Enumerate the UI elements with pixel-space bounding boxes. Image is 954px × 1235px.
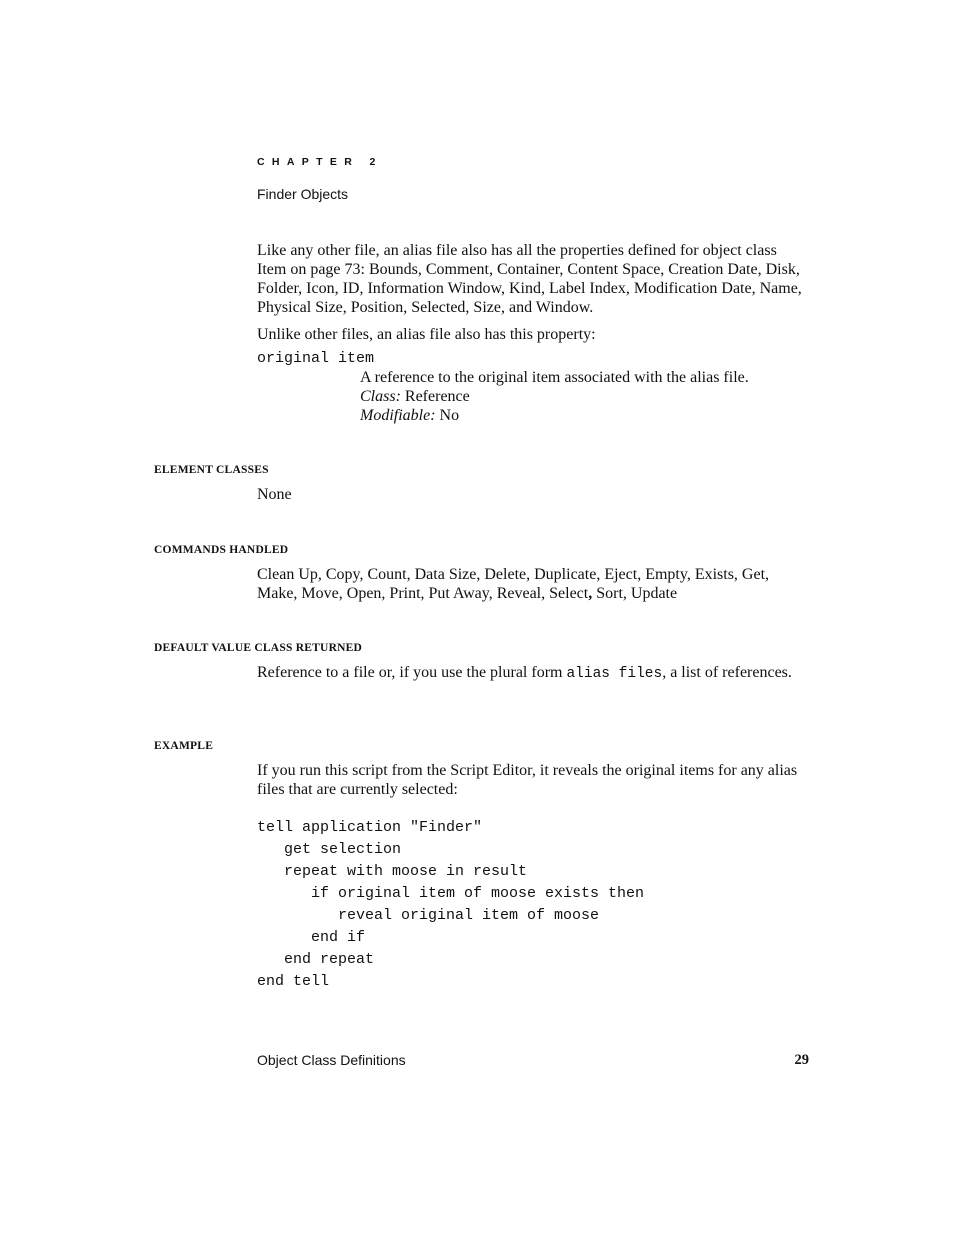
- property-class-value: Reference: [404, 388, 470, 405]
- default-value-heading: DEFAULT VALUE CLASS RETURNED: [154, 642, 363, 654]
- default-value-part-2: , a list of references.: [662, 664, 792, 681]
- intro-paragraph-1: Like any other file, an alias file also has all the properties defined for object class Item on page 73: Bounds, Comment, Container, Content Space, Creation Date, Disk, Folder, Icon, ID, Information Window, Kind, Label Index, Modification Date, Name, Physical Size, Position, Selected, Size, and Window.: [257, 242, 802, 316]
- chapter-label: CHAPTER 2: [257, 156, 383, 168]
- commands-handled-heading: COMMANDS HANDLED: [154, 544, 289, 556]
- code-line: tell application "Finder": [257, 819, 483, 836]
- commands-handled-body: [257, 565, 807, 603]
- code-line: if original item of moose exists then: [257, 885, 645, 902]
- default-value-body: [257, 663, 807, 684]
- code-line: end if: [257, 929, 366, 946]
- chapter-title: Finder Objects: [257, 186, 349, 202]
- code-block: [257, 817, 644, 993]
- default-value-code: alias files: [566, 666, 663, 682]
- property-description: A reference to the original item associated with the alias file.: [360, 369, 749, 386]
- code-line: repeat with moose in result: [257, 863, 528, 880]
- commands-part-2: Sort, Update: [592, 585, 678, 602]
- property-modifiable-value: No: [439, 407, 460, 424]
- commands-part-1: Clean Up, Copy, Count, Data Size, Delete, Duplicate, Eject, Empty, Exists, Get, Make, Move, Open, Print, Put Away, Reveal, Select: [257, 566, 770, 602]
- code-line: end repeat: [257, 951, 375, 968]
- property-modifiable-label: Modifiable:: [360, 407, 436, 424]
- footer-section-title: Object Class Definitions: [257, 1052, 406, 1068]
- intro-paragraph-2: Unlike other files, an alias file also has this property:: [257, 326, 596, 343]
- page-number: 29: [794, 1052, 809, 1068]
- commands-bold-comma: ,: [588, 585, 593, 602]
- property-class-line: [360, 387, 810, 406]
- code-line: end tell: [257, 973, 330, 990]
- example-body: If you run this script from the Script Editor, it reveals the original items for any alias files that are currently selected:: [257, 762, 798, 798]
- default-value-part-1: Reference to a file or, if you use the plural form: [257, 664, 567, 681]
- property-class-label: Class:: [360, 388, 401, 405]
- example-heading: EXAMPLE: [154, 740, 214, 752]
- element-classes-heading: ELEMENT CLASSES: [154, 464, 269, 476]
- property-description-block: [360, 368, 810, 425]
- code-line: reveal original item of moose: [257, 907, 600, 924]
- element-classes-body: None: [257, 486, 292, 503]
- code-line: get selection: [257, 841, 402, 858]
- property-modifiable-line: [360, 406, 810, 425]
- property-name: original item: [257, 350, 375, 367]
